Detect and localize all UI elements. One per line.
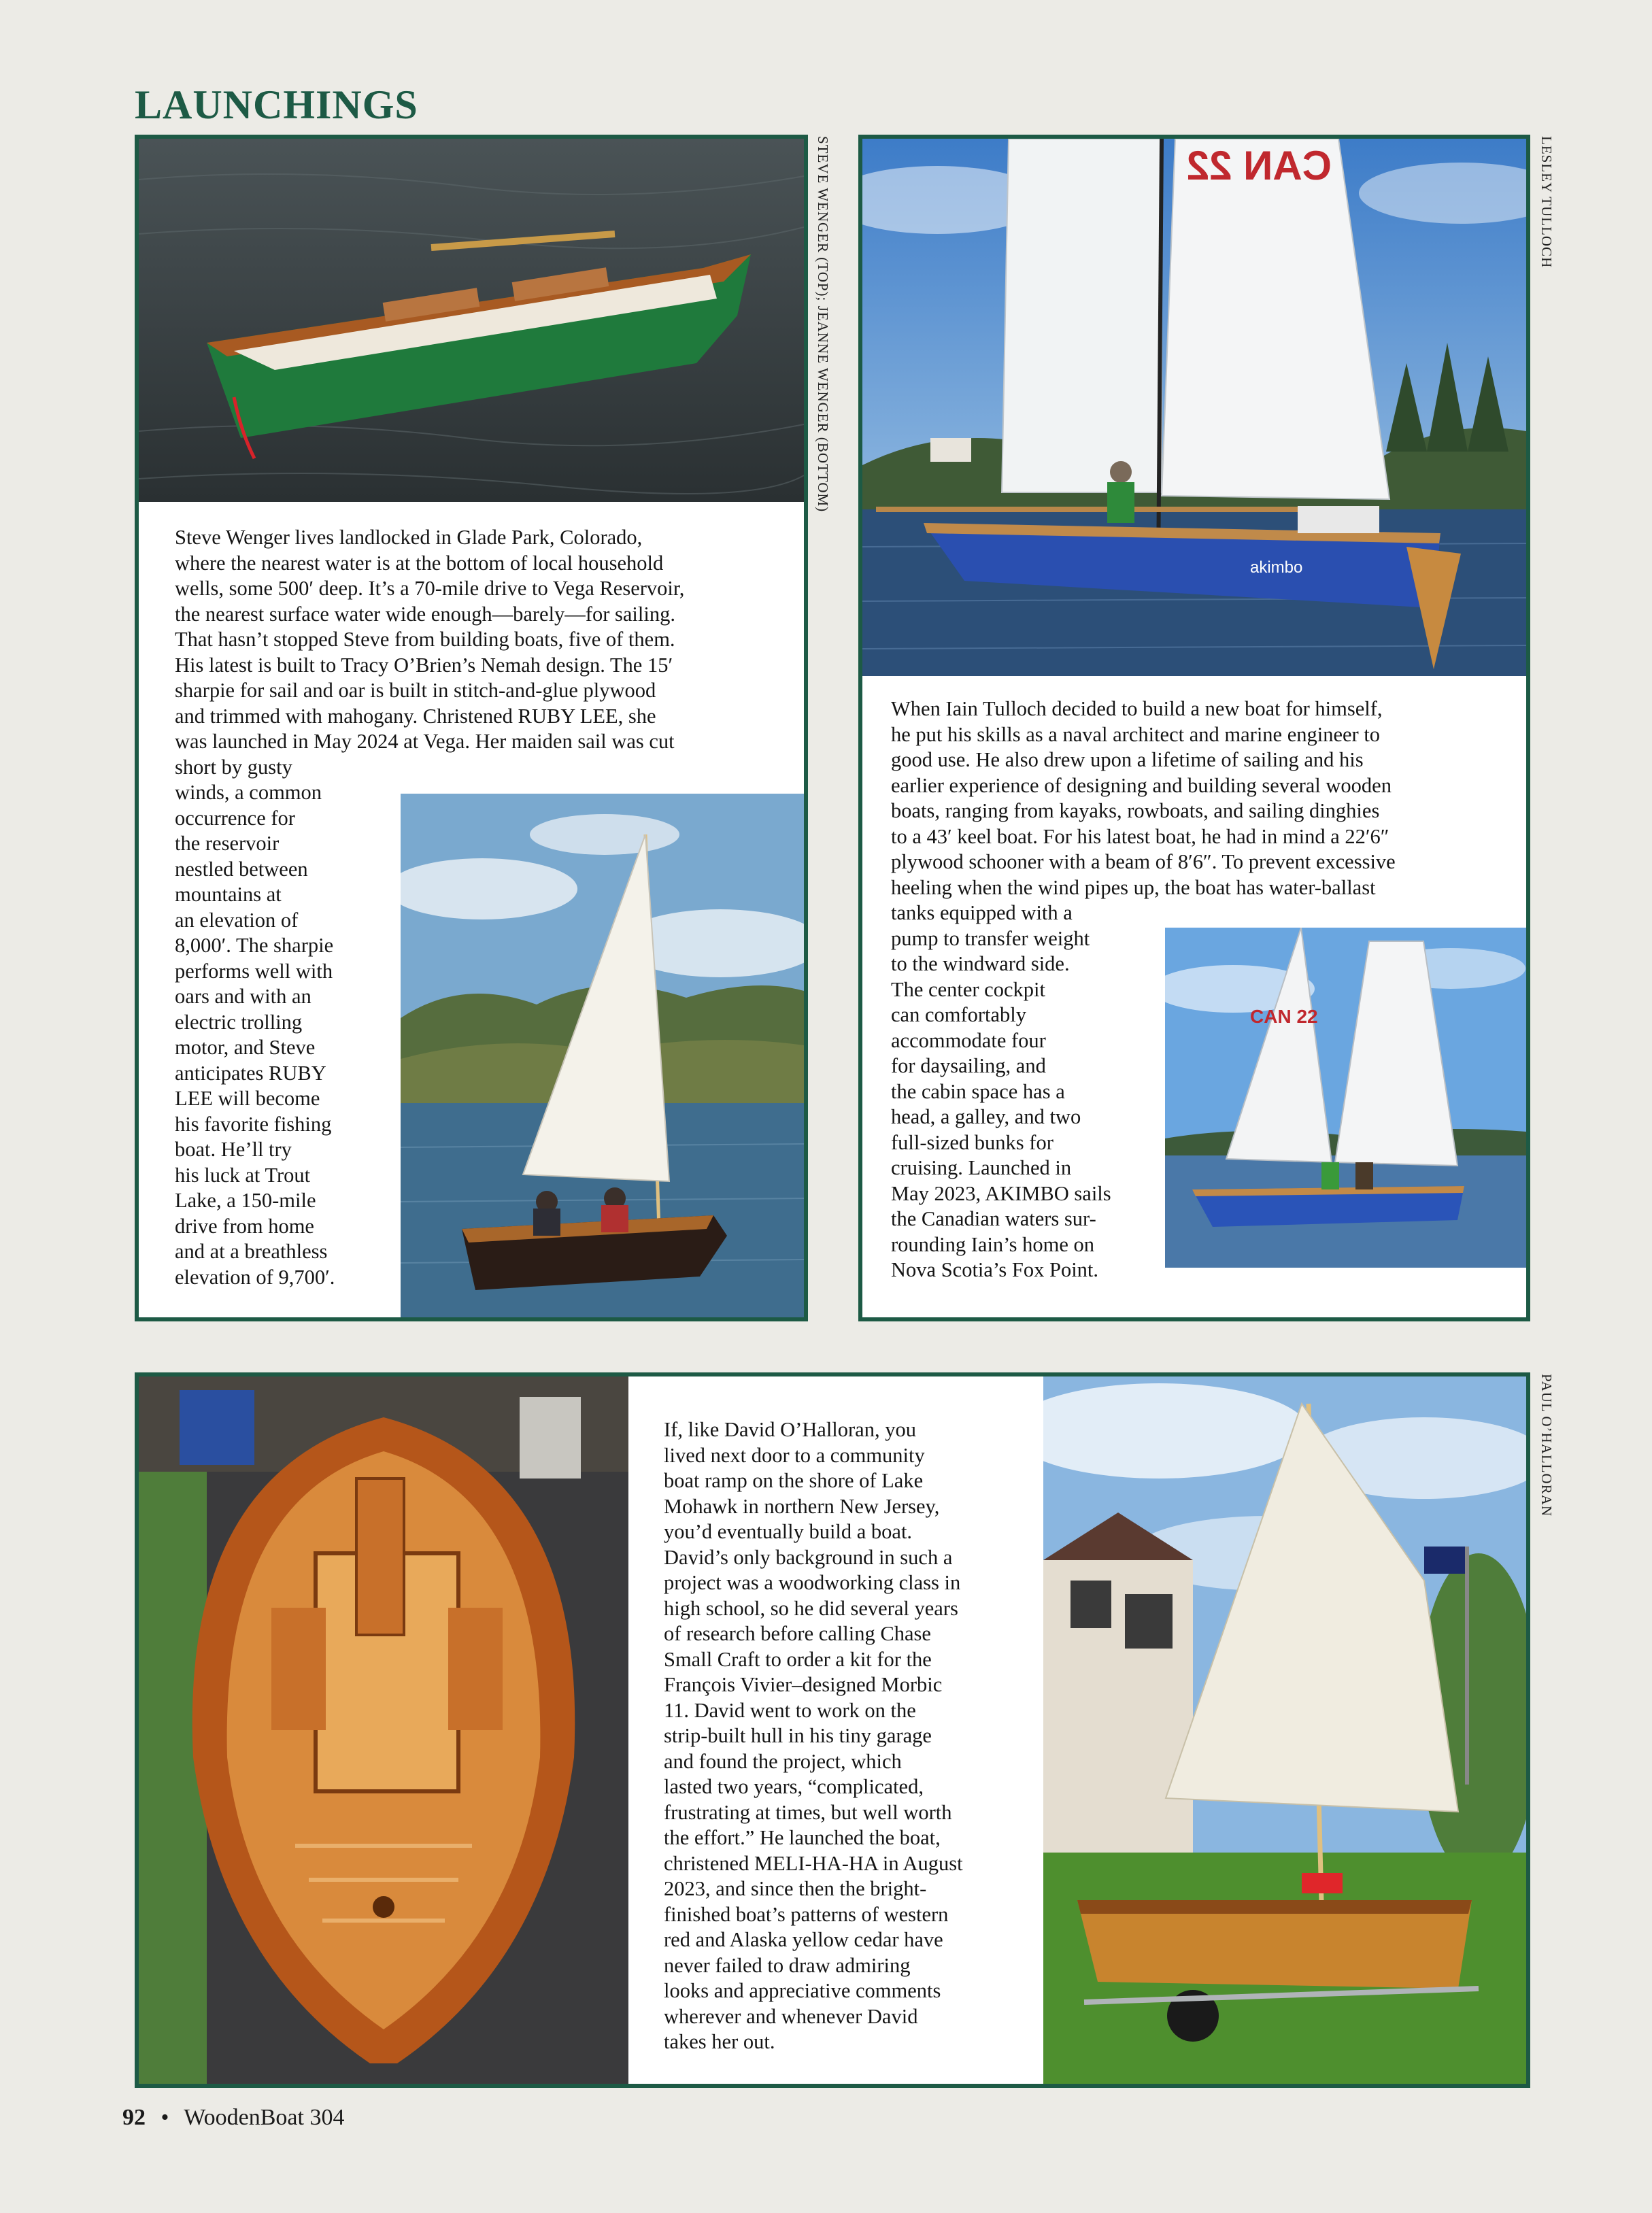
sail-number-akimbo: CAN 22 [1186,143,1332,188]
sail-number-akimbo-distant: CAN 22 [1250,1006,1318,1027]
story-meli-ha-ha [135,1372,1530,2088]
photo-ruby-lee-rowing [139,139,804,502]
section-title: LAUNCHINGS [135,82,418,127]
ruby-lee-text-top: Steve Wenger lives landlocked in Glade Park, Colorado, where the nearest water is at the bottom of local household wells, some 500′ deep. It’s a 70-mile drive to Vega Reservoir, the nearest surface water wide enough—barely—for sailing. That hasn’t stopped Steve from building boats, five of them. His latest is built to Tracy O’Brien’s Nemah design. The 15′ sharpie for sail and oar is built in stitch-and-glue plywood and trimmed with mahogany. Christened RUBY LEE, she was launched in May 2024 at Vega. Her maiden sail was cut short by gusty [175,526,685,779]
page-footer [122,2105,344,2131]
page-number: 92 [122,2105,146,2130]
photo-meli-ha-ha-overhead [139,1376,628,2084]
magazine-issue: WoodenBoat 304 [184,2105,345,2130]
photo-ruby-lee-sailing [401,794,804,1317]
footer-separator: • [161,2105,169,2130]
story-akimbo [858,135,1530,1321]
akimbo-text-side: tanks equipped with a pump to transfer weight to the windward side. The center cockpit can comfortably accommodate four for daysailing, and the cabin space has a head, a galley, and two full-sized bunks for cruising. Launched in May 2023, AKIMBO sails the Canadian waters sur- rounding Iain’s home on Nova Scotia’s Fox Point. [891,901,1111,1281]
akimbo-text-top: When Iain Tulloch decided to build a new boat for himself, he put his skills as a naval architect and marine engineer to good use. He also drew upon a lifetime of sailing and his earlier experience of designing and building several wooden boats, ranging from kayaks, rowboats, and sailing dinghies to a 43′ keel boat. For his latest boat, he had in mind a 22′6″ plywood schooner with a beam of 8′6″. To prevent excessive heeling when the wind pipes up, the boat has water-ballast [891,697,1396,899]
ruby-lee-text-side: winds, a common occurrence for the reservoir nestled between mountains at an elevation of 8,000′. The sharpie performs well with oars and with an electric trolling motor, and Steve anticipates RUBY LEE will become his favorite fishing boat. He’ll try his luck at Trout Lake, a 150-mile drive from home and at a breathless elevation of 9,700′. [175,781,335,1289]
credit-ruby-lee: STEVE WENGER (TOP); JEANNE WENGER (BOTTOM) [815,136,831,513]
credit-meli-ha-ha: PAUL O’HALLORAN [1538,1374,1555,1517]
hull-name-akimbo: akimbo [1250,558,1303,577]
meli-ha-ha-text: If, like David O’Halloran, you lived next door to a community boat ramp on the shore of Lake Mohawk in northern New Jersey, you’d eventually build a boat. David’s only background in such a project was a woodworking class in high school, so he did several years of research before calling Chase Small Craft to order a kit for the François Vivier–designed Morbic 11. David went to work on the strip-built hull in his tiny garage and found the project, which lasted two years, “complicated, frustrating at times, but well worth the effort.” He launched the boat, christened MELI-HA-HA in August 2023, and since then the bright- finished boat’s patterns of western red and Alaska yellow cedar have never failed to draw admiring looks and appreciative comments wherever and whenever David takes her out. [664,1418,963,2053]
photo-akimbo-distant [1165,928,1526,1268]
photo-meli-ha-ha-trailer [1043,1376,1526,2084]
credit-akimbo: LESLEY TULLOCH [1538,136,1555,269]
photo-akimbo-sailing [862,139,1526,676]
story-ruby-lee [135,135,808,1321]
